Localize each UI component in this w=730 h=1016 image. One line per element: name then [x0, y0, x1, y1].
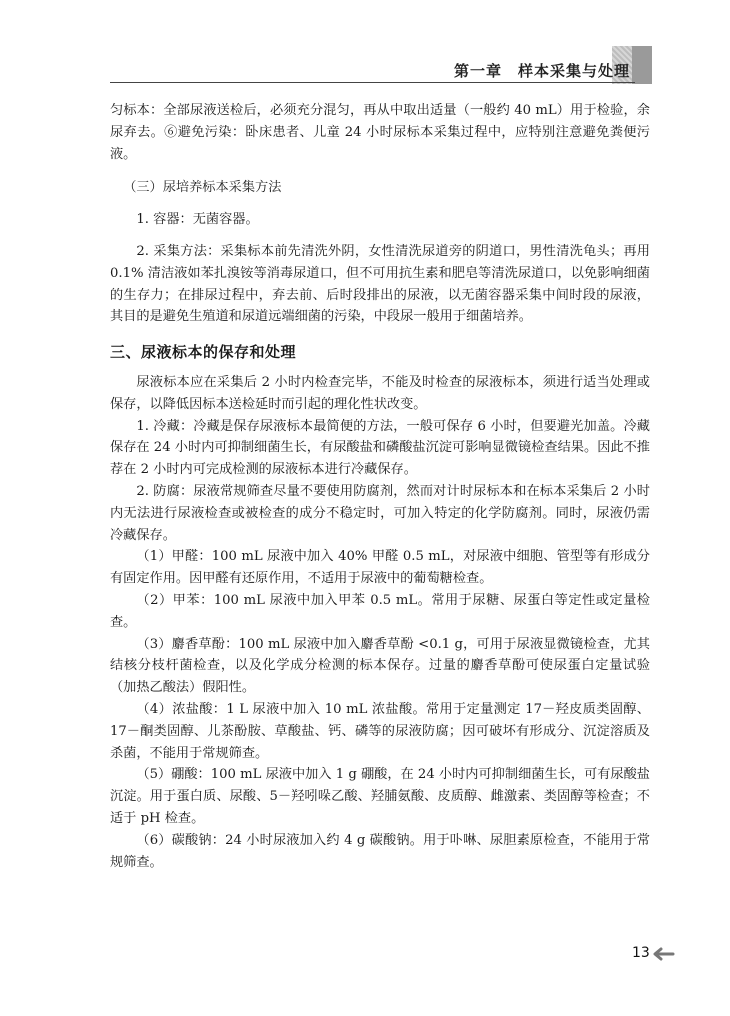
paragraph: 匀标本：全部尿液送检后，必须充分混匀，再从中取出适量（一般约 40 mL）用于检验，余尿弃去。⑥避免污染：卧床患者、儿童 24 小时尿标本采集过程中，应特别注意避免粪便污液。 [110, 103, 650, 162]
paragraph: 尿液标本应在采集后 2 小时内检查完毕，不能及时检查的尿液标本，须进行适当处理或保存，以降低因标本送检延时而引起的理化性状改变。 [110, 374, 650, 412]
left-arrow-icon [651, 946, 675, 962]
page-header [0, 0, 730, 80]
paragraph: 1. 容器：无菌容器。 [136, 212, 259, 228]
paragraph: （3）麝香草酚：100 mL 尿液中加入麝香草酚 <0.1 g，可用于尿液显微镜检查，尤其结核分枝杆菌检查，以及化学成分检测的标本保存。过量的麝香草酚可使尿蛋白定量试验（加热乙酸法）假阳性。 [110, 636, 650, 696]
section-heading: 三、尿液标本的保存和处理 [110, 343, 297, 362]
paragraph: （2）甲苯：100 mL 尿液中加入甲苯 0.5 mL。常用于尿糖、尿蛋白等定性或定量检查。 [110, 592, 650, 630]
paragraph: （6）碳酸钠：24 小时尿液加入约 4 g 碳酸钠。用于卟啉、尿胆素原检查，不能用于常规筛查。 [110, 832, 650, 870]
paragraph: （4）浓盐酸：1 L 尿液中加入 10 mL 浓盐酸。常用于定量测定 17－羟皮质类固醇、17－酮类固醇、儿茶酚胺、草酸盐、钙、磷等的尿液防腐；因可破坏有形成分、沉淀溶质及杀菌，不能用于常规筛查。 [110, 701, 650, 761]
paragraph: （5）硼酸：100 mL 尿液中加入 1 g 硼酸，在 24 小时内可抑制细菌生长，可有尿酸盐沉淀。用于蛋白质、尿酸、5－羟吲哚乙酸、羟脯氨酸、皮质醇、雌激素、类固醇等检查；不适于 pH 检查。 [110, 767, 650, 826]
paragraph: 2. 采集方法：采集标本前先清洗外阴，女性清洗尿道旁的阴道口，男性清洗龟头；再用 0.1% 清洁液如苯扎溴铵等消毒尿道口，但不可用抗生素和肥皂等清洗尿道口，以免影响细菌的生存力；在排尿过程中，弃去前、后时段排出的尿液，以无菌容器采集中间时段的尿液，其目的是避免生殖道和尿道远端细菌的污染，中段尿一般用于细菌培养。 [110, 243, 650, 325]
page-number: 13 [632, 945, 650, 961]
paragraph: 1. 冷藏：冷藏是保存尿液标本最简便的方法，一般可保存 6 小时，但要避光加盖。冷藏保存在 24 小时内可抑制细菌生长，有尿酸盐和磷酸盐沉淀可影响显微镜检查结果。因此不推荐在 2 小时内可完成检测的尿液标本进行冷藏保存。 [110, 418, 650, 478]
subsection-heading: （三）尿培养标本采集方法 [123, 180, 282, 196]
paragraph: 2. 防腐：尿液常规筛查尽量不要使用防腐剂，然而对计时尿标本和在标本采集后 2 小时内无法进行尿液检查或被检查的成分不稳定时，可加入特定的化学防腐剂。同时，尿液仍需冷藏保存。 [110, 483, 650, 543]
paragraph: （1）甲醛：100 mL 尿液中加入 40% 甲醛 0.5 mL，对尿液中细胞、管型等有形成分有固定作用。因甲醛有还原作用，不适用于尿液中的葡萄糖检查。 [110, 549, 650, 587]
page-body [110, 100, 650, 873]
header-rule [110, 82, 635, 83]
header-corner-decoration-dark [632, 46, 652, 84]
chapter-title: 第一章 样本采集与处理 [453, 62, 630, 80]
